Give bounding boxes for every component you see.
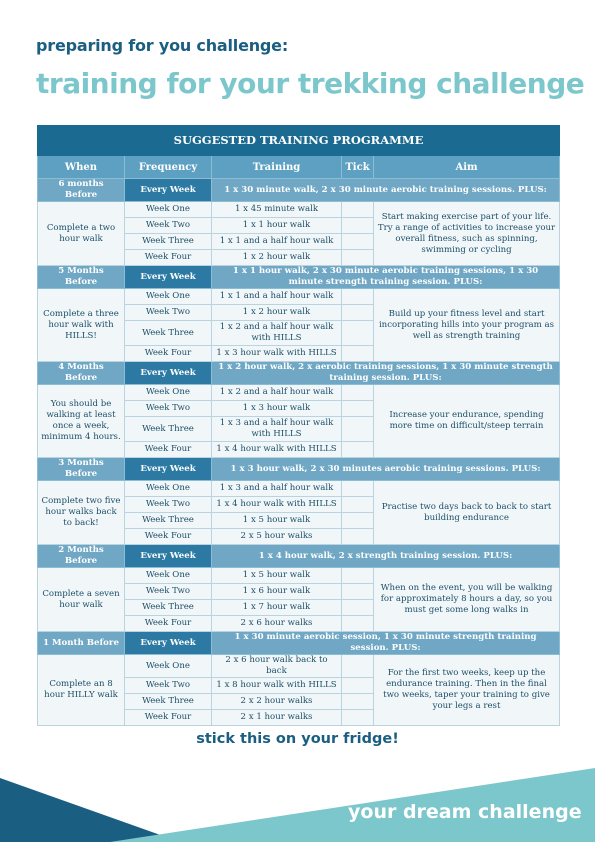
tick-box[interactable] — [342, 442, 374, 458]
header-tick: Tick — [342, 156, 374, 179]
tick-box[interactable] — [342, 289, 374, 305]
week-label: Week Two — [125, 218, 212, 234]
month-row — [38, 632, 560, 655]
week-label: Week Three — [125, 234, 212, 250]
month-label: 2 Months Before — [38, 545, 125, 568]
month-frequency: Every Week — [125, 179, 212, 202]
month-row — [38, 362, 560, 385]
month-label: 5 Months Before — [38, 266, 125, 289]
footer-wave-dark — [0, 778, 180, 842]
month-aim: Start making exercise part of your life. Try a range of activities to increase your overall fitness, such as spinning, swimming or cycling — [374, 202, 560, 266]
week-label: Week One — [125, 655, 212, 678]
tick-box[interactable] — [342, 305, 374, 321]
month-label: 3 Months Before — [38, 458, 125, 481]
week-row — [38, 655, 560, 678]
tick-box[interactable] — [342, 600, 374, 616]
brand-tagline: your dream challenge — [348, 801, 582, 823]
week-label: Week One — [125, 202, 212, 218]
tick-box[interactable] — [342, 481, 374, 497]
week-training: 1 x 5 hour walk — [212, 513, 342, 529]
month-frequency: Every Week — [125, 545, 212, 568]
week-label: Week One — [125, 289, 212, 305]
month-summary: 1 x 4 hour walk, 2 x strength training session. PLUS: — [212, 545, 560, 568]
month-goal: Complete a seven hour walk — [38, 568, 125, 632]
week-training: 1 x 2 hour walk — [212, 305, 342, 321]
month-row — [38, 266, 560, 289]
week-training: 1 x 2 and a half hour walk with HILLS — [212, 321, 342, 346]
tick-box[interactable] — [342, 234, 374, 250]
week-training: 2 x 2 hour walks — [212, 694, 342, 710]
week-label: Week Four — [125, 529, 212, 545]
week-label: Week Four — [125, 442, 212, 458]
tick-box[interactable] — [342, 385, 374, 401]
tick-box[interactable] — [342, 321, 374, 346]
week-training: 1 x 3 hour walk — [212, 401, 342, 417]
tick-box[interactable] — [342, 513, 374, 529]
week-training: 1 x 3 hour walk with HILLS — [212, 346, 342, 362]
week-training: 1 x 8 hour walk with HILLS — [212, 678, 342, 694]
page-subtitle: preparing for you challenge: — [36, 36, 289, 55]
training-table — [37, 125, 560, 726]
tick-box[interactable] — [342, 678, 374, 694]
table-caption: SUGGESTED TRAINING PROGRAMME — [38, 126, 560, 156]
month-frequency: Every Week — [125, 632, 212, 655]
week-label: Week Two — [125, 497, 212, 513]
week-training: 1 x 2 and a half hour walk — [212, 385, 342, 401]
week-training: 2 x 6 hour walk back to back — [212, 655, 342, 678]
week-row — [38, 385, 560, 401]
week-training: 1 x 1 and a half hour walk — [212, 289, 342, 305]
month-aim: Increase your endurance, spending more time on difficult/steep terrain — [374, 385, 560, 458]
month-goal: Complete two five hour walks back to back! — [38, 481, 125, 545]
month-aim: When on the event, you will be walking for approximately 8 hours a day, so you must get some long walks in — [374, 568, 560, 632]
header-frequency: Frequency — [125, 156, 212, 179]
week-label: Week Two — [125, 305, 212, 321]
month-summary: 1 x 30 minute aerobic session, 1 x 30 minute strength training session. PLUS: — [212, 632, 560, 655]
week-training: 1 x 2 hour walk — [212, 250, 342, 266]
week-label: Week Three — [125, 417, 212, 442]
week-training: 1 x 1 and a half hour walk — [212, 234, 342, 250]
month-aim: Build up your fitness level and start incorporating hills into your program as well as strength training — [374, 289, 560, 362]
tick-box[interactable] — [342, 401, 374, 417]
week-label: Week Three — [125, 513, 212, 529]
week-label: Week Four — [125, 616, 212, 632]
month-frequency: Every Week — [125, 362, 212, 385]
tick-box[interactable] — [342, 346, 374, 362]
month-frequency: Every Week — [125, 266, 212, 289]
tick-box[interactable] — [342, 694, 374, 710]
week-training: 1 x 5 hour walk — [212, 568, 342, 584]
month-summary: 1 x 2 hour walk, 2 x aerobic training sessions, 1 x 30 minute strength training session. PLUS: — [212, 362, 560, 385]
tick-box[interactable] — [342, 616, 374, 632]
week-training: 1 x 1 hour walk — [212, 218, 342, 234]
month-goal: Complete an 8 hour HILLY walk — [38, 655, 125, 726]
page-title: training for your trekking challenge — [36, 67, 585, 100]
month-row — [38, 179, 560, 202]
week-training: 1 x 6 hour walk — [212, 584, 342, 600]
month-summary: 1 x 30 minute walk, 2 x 30 minute aerobic training sessions. PLUS: — [212, 179, 560, 202]
week-training: 1 x 3 and a half hour walk with HILLS — [212, 417, 342, 442]
week-label: Week One — [125, 481, 212, 497]
month-row — [38, 458, 560, 481]
week-label: Week Three — [125, 321, 212, 346]
month-label: 1 Month Before — [38, 632, 125, 655]
week-training: 1 x 7 hour walk — [212, 600, 342, 616]
week-label: Week One — [125, 568, 212, 584]
week-row — [38, 481, 560, 497]
tick-box[interactable] — [342, 218, 374, 234]
month-summary: 1 x 3 hour walk, 2 x 30 minutes aerobic training sessions. PLUS: — [212, 458, 560, 481]
month-goal: You should be walking at least once a week, minimum 4 hours. — [38, 385, 125, 458]
week-training: 2 x 6 hour walks — [212, 616, 342, 632]
tick-box[interactable] — [342, 655, 374, 678]
week-training: 2 x 5 hour walks — [212, 529, 342, 545]
tick-box[interactable] — [342, 250, 374, 266]
week-label: Week One — [125, 385, 212, 401]
header-training: Training — [212, 156, 342, 179]
month-label: 4 Months Before — [38, 362, 125, 385]
tick-box[interactable] — [342, 417, 374, 442]
tick-box[interactable] — [342, 202, 374, 218]
week-label: Week Two — [125, 678, 212, 694]
tick-box[interactable] — [342, 497, 374, 513]
week-training: 1 x 4 hour walk with HILLS — [212, 497, 342, 513]
week-training: 2 x 1 hour walks — [212, 710, 342, 726]
week-row — [38, 202, 560, 218]
week-row — [38, 568, 560, 584]
week-label: Week Three — [125, 694, 212, 710]
month-summary: 1 x 1 hour walk, 2 x 30 minute aerobic training sessions, 1 x 30 minute strength training session. PLUS: — [212, 266, 560, 289]
fridge-note: stick this on your fridge! — [196, 731, 399, 747]
week-label: Week Four — [125, 250, 212, 266]
week-label: Week Four — [125, 710, 212, 726]
tick-box[interactable] — [342, 710, 374, 726]
tick-box[interactable] — [342, 568, 374, 584]
header-when: When — [38, 156, 125, 179]
week-label: Week Two — [125, 584, 212, 600]
week-row — [38, 289, 560, 305]
month-aim: Practise two days back to back to start building endurance — [374, 481, 560, 545]
week-training: 1 x 3 and a half hour walk — [212, 481, 342, 497]
week-training: 1 x 4 hour walk with HILLS — [212, 442, 342, 458]
week-label: Week Three — [125, 600, 212, 616]
month-frequency: Every Week — [125, 458, 212, 481]
month-goal: Complete a three hour walk with HILLS! — [38, 289, 125, 362]
month-row — [38, 545, 560, 568]
month-goal: Complete a two hour walk — [38, 202, 125, 266]
tick-box[interactable] — [342, 584, 374, 600]
tick-box[interactable] — [342, 529, 374, 545]
week-label: Week Two — [125, 401, 212, 417]
week-label: Week Four — [125, 346, 212, 362]
week-training: 1 x 45 minute walk — [212, 202, 342, 218]
month-label: 6 months Before — [38, 179, 125, 202]
header-aim: Aim — [374, 156, 560, 179]
month-aim: For the first two weeks, keep up the endurance training. Then in the final two weeks, taper your training to give your legs a rest — [374, 655, 560, 726]
